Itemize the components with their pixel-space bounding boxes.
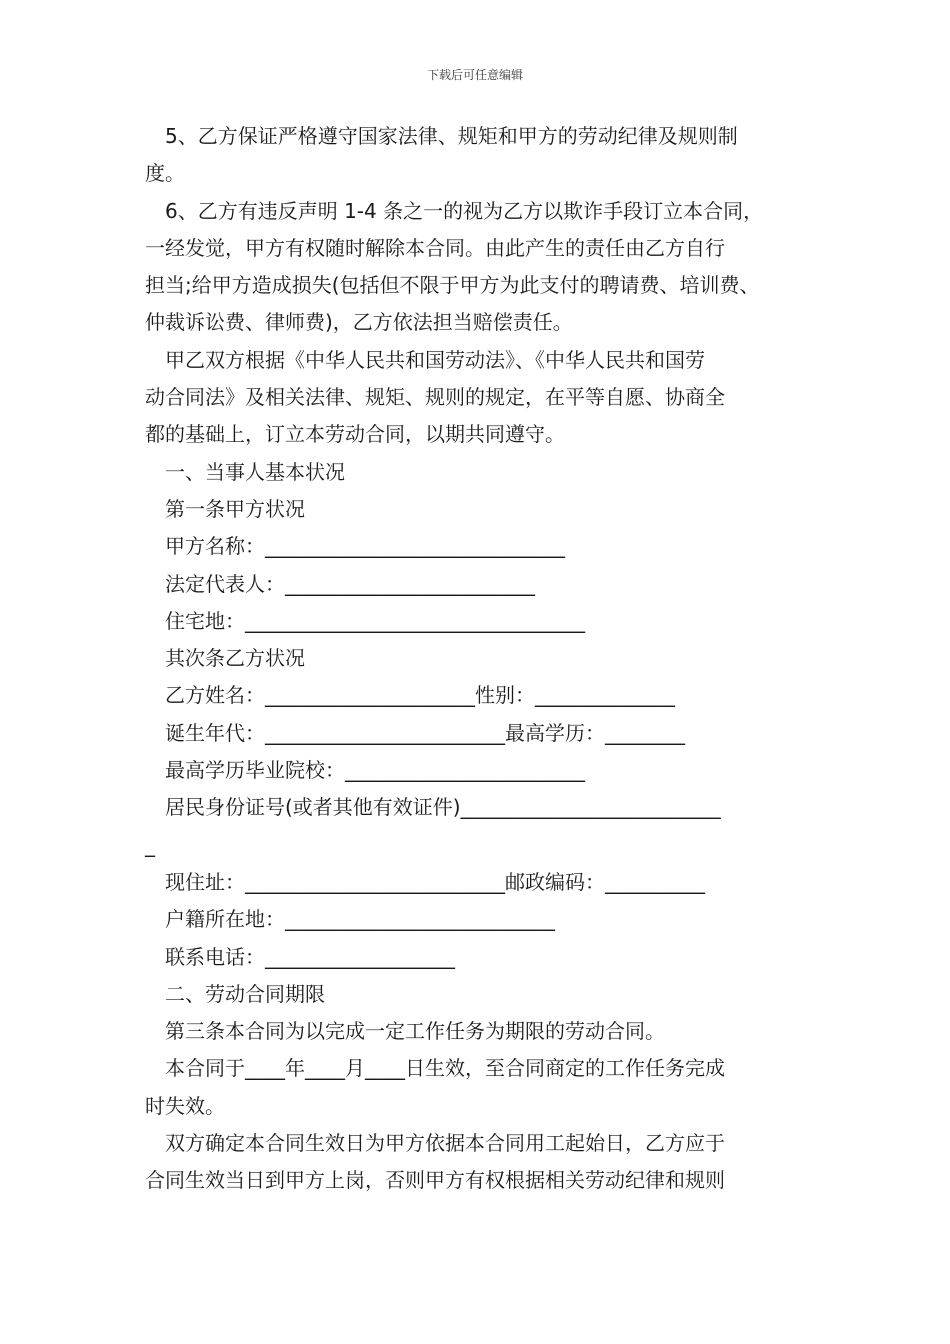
form-field-line: 居民身份证号(或者其他有效证件)__________________________ bbox=[165, 795, 721, 820]
form-field-line: 户籍所在地：___________________________ bbox=[165, 907, 555, 932]
article-heading: 其次条乙方状况 bbox=[165, 646, 305, 671]
form-field-line: 乙方姓名：_____________________性别：______________ bbox=[165, 683, 675, 708]
article-heading: 第一条甲方状况 bbox=[165, 496, 305, 521]
text-line: 动合同法》及相关法律、规矩、规则的规定，在平等自愿、协商全 bbox=[145, 385, 725, 410]
form-field-line: 甲方名称：______________________________ bbox=[165, 534, 565, 559]
page-header-note: 下载后可任意编辑 bbox=[426, 68, 523, 82]
text-line: 6、乙方有违反声明 1-4 条之一的视为乙方以欺诈手段订立本合同， bbox=[165, 198, 764, 223]
text-line: 一经发觉，甲方有权随时解除本合同。由此产生的责任由乙方自行 bbox=[145, 235, 725, 260]
form-field-line: 住宅地：__________________________________ bbox=[165, 608, 585, 633]
section-heading: 一、当事人基本状况 bbox=[165, 459, 345, 484]
form-field-line: 法定代表人：_________________________ bbox=[165, 571, 535, 596]
text-line: 担当;给甲方造成损失(包括但不限于甲方为此支付的聘请费、培训费、 bbox=[145, 273, 760, 298]
text-line: 双方确定本合同生效日为甲方依据本合同用工起始日，乙方应于 bbox=[165, 1131, 725, 1156]
text-line: 第三条本合同为以完成一定工作任务为期限的劳动合同。 bbox=[165, 1019, 665, 1044]
text-line: 5、乙方保证严格遵守国家法律、规矩和甲方的劳动纪律及规则制 bbox=[165, 124, 738, 148]
form-field-line: 联系电话：___________________ bbox=[165, 944, 455, 969]
form-field-line: 最高学历毕业院校：________________________ bbox=[165, 758, 585, 783]
document-body bbox=[145, 118, 825, 1200]
text-line: 本合同于____年____月____日生效，至合同商定的工作任务完成 bbox=[165, 1056, 725, 1081]
section-heading: 二、劳动合同期限 bbox=[165, 981, 325, 1006]
text-line: 度。 bbox=[145, 161, 185, 186]
text-line: 时失效。 bbox=[145, 1093, 225, 1118]
text-line: 甲乙双方根据《中华人民共和国劳动法》、《中华人民共和国劳 bbox=[165, 347, 705, 372]
form-field-line: 诞生年代：________________________最高学历：________ bbox=[165, 720, 685, 745]
text-line: 合同生效当日到甲方上岗，否则甲方有权根据相关劳动纪律和规则 bbox=[145, 1168, 725, 1193]
text-line: 都的基础上，订立本劳动合同，以期共同遵守。 bbox=[145, 422, 565, 447]
form-field-line: 现住址：__________________________邮政编码：__________ bbox=[165, 869, 705, 894]
text-line: 仲裁诉讼费、律师费)，乙方依法担当赔偿责任。 bbox=[145, 310, 573, 335]
form-field-line: _ bbox=[145, 832, 155, 857]
